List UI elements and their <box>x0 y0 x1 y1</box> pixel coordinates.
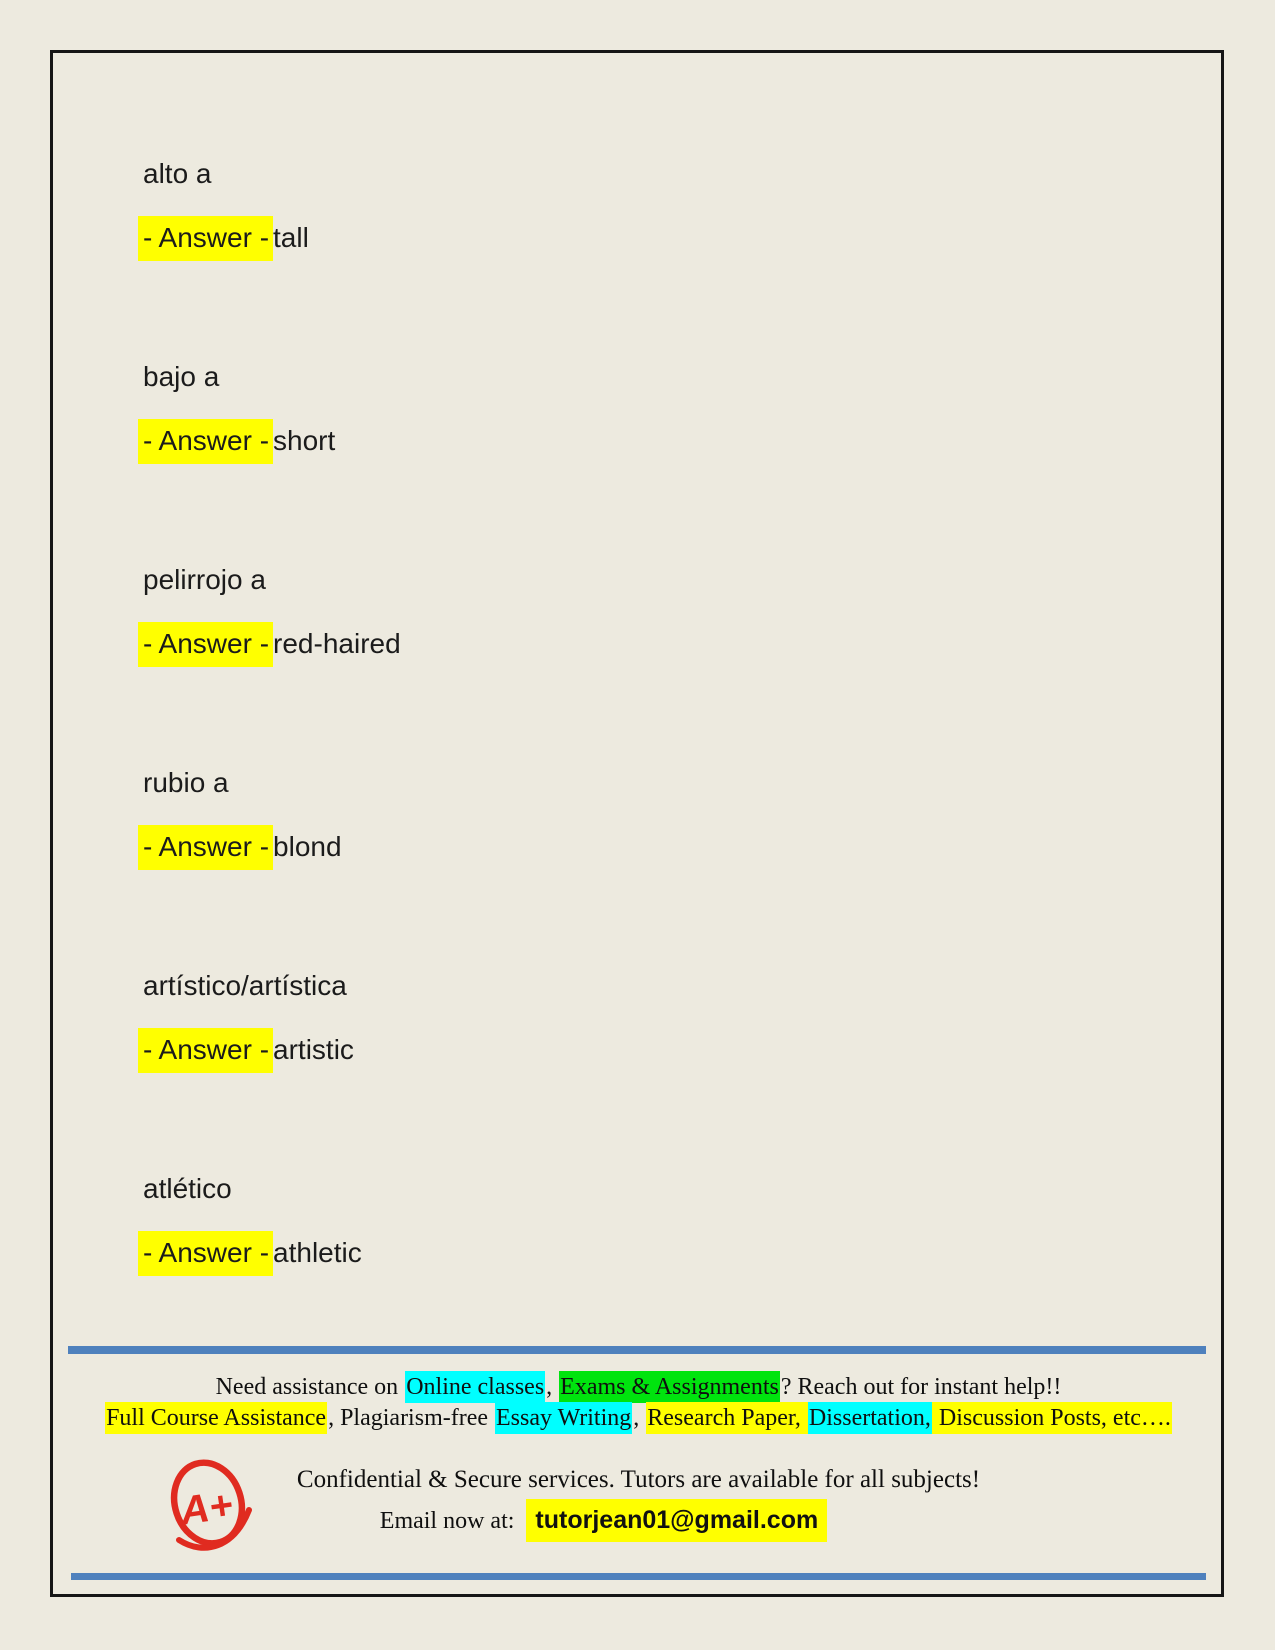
divider-line-top <box>68 1346 1206 1354</box>
answer-label-highlight: - Answer - <box>138 1231 273 1276</box>
highlighted-text-segment: Dissertation, <box>808 1402 932 1434</box>
vocab-term: rubio a <box>143 767 229 798</box>
answer-label-highlight: - Answer - <box>138 419 273 464</box>
email-label: Email now at: <box>379 1508 515 1534</box>
footer-services-line <box>53 1402 1224 1434</box>
vocab-answer-line <box>143 421 1043 461</box>
answer-label-highlight: - Answer - <box>138 216 273 261</box>
highlighted-text-segment: Discussion Posts, etc…. <box>932 1402 1172 1434</box>
footer-confidential-line: Confidential & Secure services. Tutors are available for all subjects! <box>296 1466 981 1493</box>
vocab-term: pelirrojo a <box>143 564 266 595</box>
highlighted-text-segment: Online classes <box>405 1371 545 1403</box>
vocab-term: bajo a <box>143 361 220 392</box>
answer-label-highlight: - Answer - <box>138 825 273 870</box>
text-segment: ? Reach out for instant help!! <box>780 1374 1062 1400</box>
vocab-answer-line <box>143 1030 1043 1070</box>
vocab-entry <box>143 154 1043 258</box>
a-plus-logo-text: A+ <box>177 1482 236 1534</box>
vocab-term: atlético <box>143 1173 232 1204</box>
footer-email-line <box>53 1498 1224 1543</box>
vocab-answer-line <box>143 624 1043 664</box>
answer-label-highlight: - Answer - <box>138 622 273 667</box>
vocab-entry <box>143 966 1043 1070</box>
footer-help-line <box>53 1371 1224 1403</box>
vocab-entry <box>143 1169 1043 1273</box>
highlighted-text-segment: Exams & Assignments <box>559 1371 780 1403</box>
vocab-answer-text: red-haired <box>273 628 401 659</box>
vocab-answer-line <box>143 1233 1043 1273</box>
vocab-answer-line <box>143 827 1043 867</box>
email-address: tutorjean01@gmail.com <box>526 1499 827 1542</box>
highlighted-text-segment: Essay Writing <box>495 1402 632 1434</box>
vocab-answer-text: short <box>273 425 336 456</box>
vocab-entry <box>143 560 1043 664</box>
vocab-answer-text: tall <box>273 222 309 253</box>
text-segment: , <box>633 1405 646 1431</box>
vocab-answer-text: artistic <box>273 1034 354 1065</box>
text-segment: , Plagiarism-free <box>328 1405 495 1431</box>
answer-label-highlight: - Answer - <box>138 1028 273 1073</box>
vocab-term: artístico/artística <box>143 970 347 1001</box>
vocab-term: alto a <box>143 158 212 189</box>
vocab-entry <box>143 357 1043 461</box>
text-segment: Need assistance on <box>215 1374 405 1400</box>
vocab-answer-text: blond <box>273 831 342 862</box>
highlighted-text-segment: Full Course Assistance <box>105 1402 327 1434</box>
highlighted-text-segment: Research Paper, <box>646 1402 808 1434</box>
vocab-entry <box>143 763 1043 867</box>
divider-line-bottom <box>71 1573 1206 1580</box>
text-segment: , <box>546 1374 559 1400</box>
vocab-answer-text: athletic <box>273 1237 362 1268</box>
vocab-answer-line <box>143 218 1043 258</box>
